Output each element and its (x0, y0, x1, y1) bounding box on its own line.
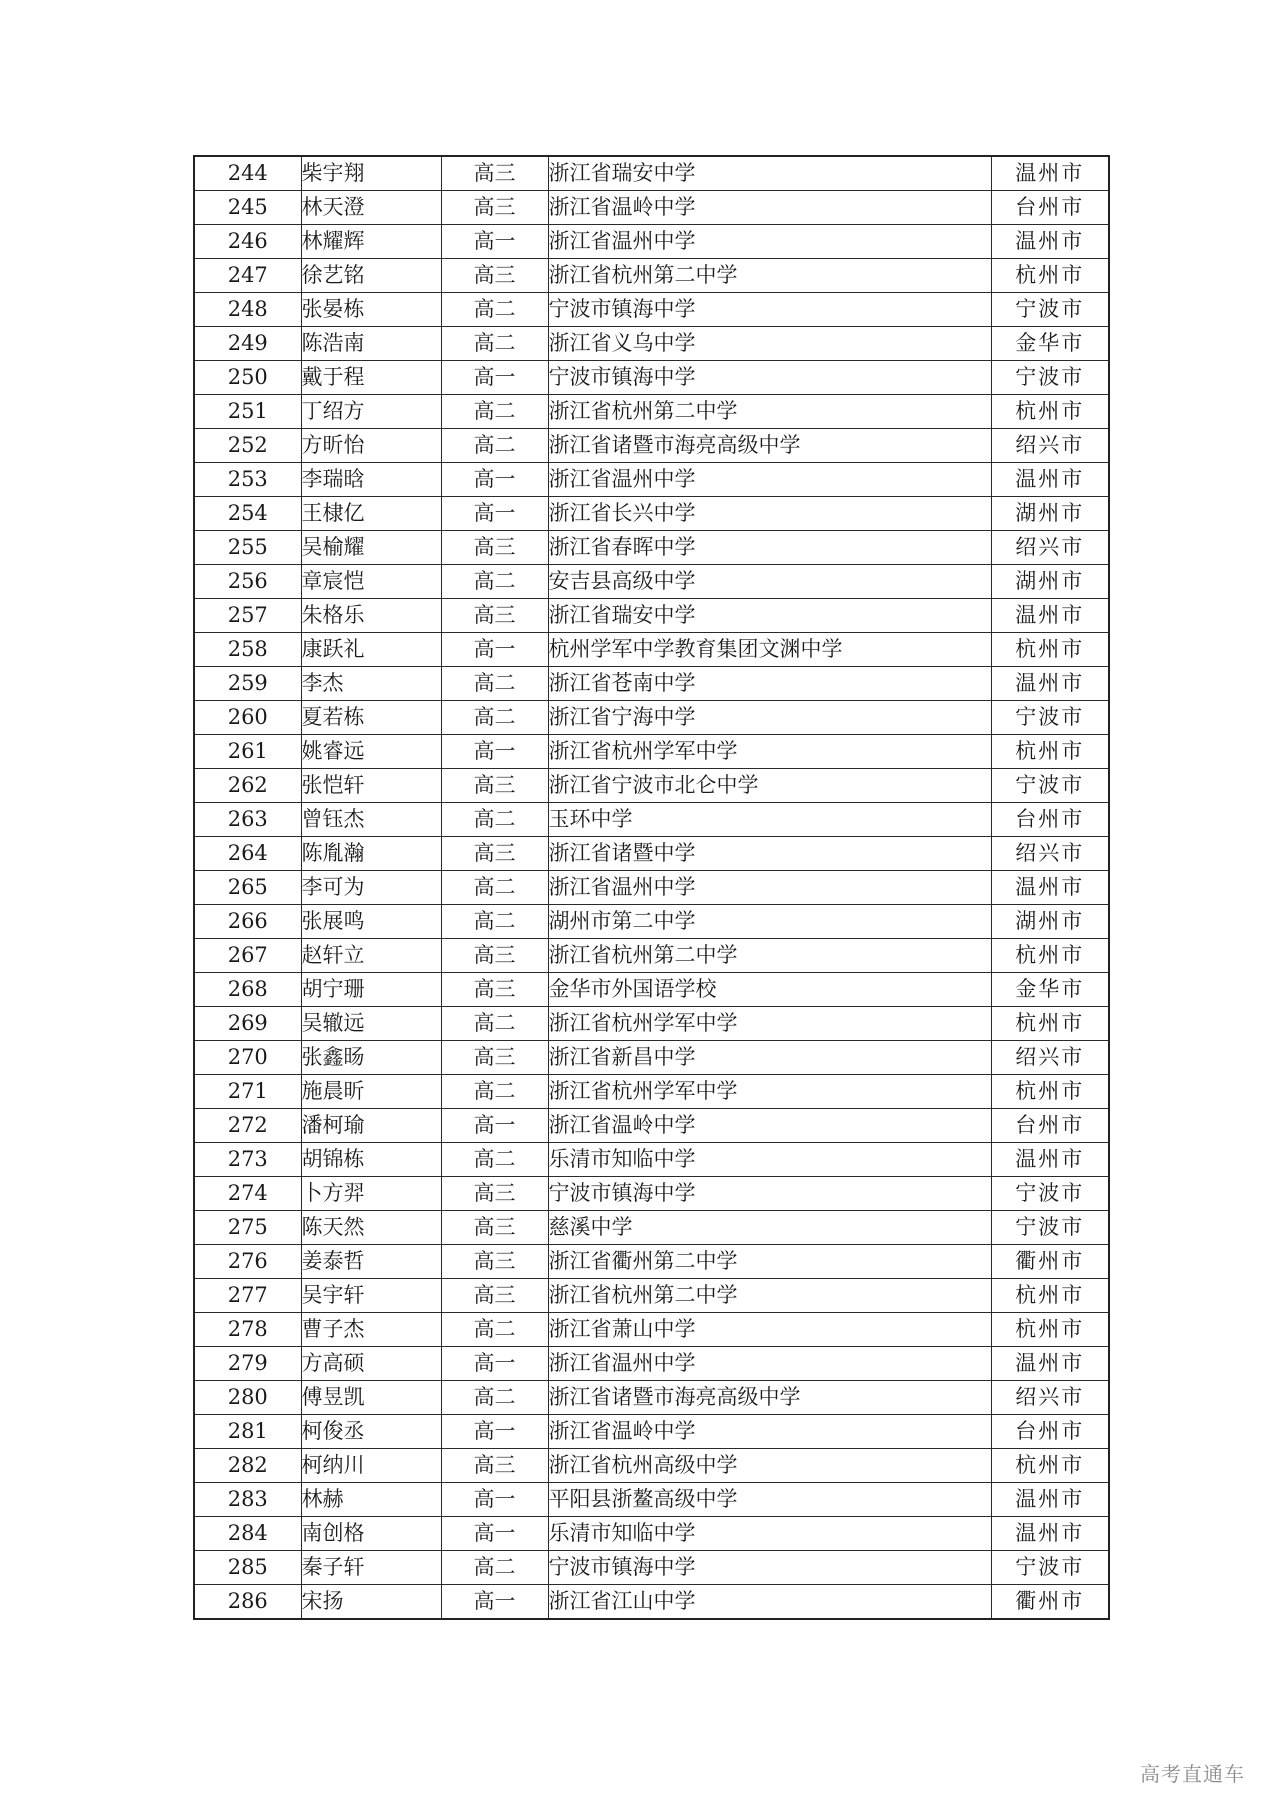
city-name: 杭州市 (991, 259, 1109, 293)
student-roster-table (193, 155, 1110, 1620)
row-number: 268 (194, 973, 301, 1007)
student-name: 朱格乐 (301, 599, 441, 633)
school-name: 浙江省瑞安中学 (548, 156, 991, 191)
student-name: 柴宇翔 (301, 156, 441, 191)
table-row (194, 633, 1109, 667)
school-name: 宁波市镇海中学 (548, 1177, 991, 1211)
table-row (194, 497, 1109, 531)
row-number: 281 (194, 1415, 301, 1449)
city-name: 杭州市 (991, 1279, 1109, 1313)
school-name: 浙江省杭州学军中学 (548, 1075, 991, 1109)
grade-level: 高一 (441, 633, 548, 667)
student-name: 曹子杰 (301, 1313, 441, 1347)
student-name: 李瑞晗 (301, 463, 441, 497)
grade-level: 高一 (441, 1517, 548, 1551)
school-name: 浙江省温州中学 (548, 225, 991, 259)
roster-body (194, 156, 1109, 1619)
grade-level: 高二 (441, 701, 548, 735)
watermark-text: 高考直通车 (1140, 1762, 1245, 1786)
school-name: 金华市外国语学校 (548, 973, 991, 1007)
table-row (194, 939, 1109, 973)
table-row (194, 769, 1109, 803)
student-name: 柯俊丞 (301, 1415, 441, 1449)
grade-level: 高三 (441, 1449, 548, 1483)
school-name: 浙江省新昌中学 (548, 1041, 991, 1075)
row-number: 247 (194, 259, 301, 293)
student-name: 陈胤瀚 (301, 837, 441, 871)
school-name: 安吉县高级中学 (548, 565, 991, 599)
student-name: 吴宇轩 (301, 1279, 441, 1313)
student-name: 林耀辉 (301, 225, 441, 259)
row-number: 263 (194, 803, 301, 837)
school-name: 浙江省温州中学 (548, 463, 991, 497)
grade-level: 高一 (441, 1109, 548, 1143)
table-row (194, 225, 1109, 259)
row-number: 257 (194, 599, 301, 633)
city-name: 温州市 (991, 1517, 1109, 1551)
grade-level: 高三 (441, 939, 548, 973)
table-row (194, 565, 1109, 599)
row-number: 248 (194, 293, 301, 327)
student-name: 秦子轩 (301, 1551, 441, 1585)
student-name: 曾钰杰 (301, 803, 441, 837)
school-name: 浙江省温岭中学 (548, 1109, 991, 1143)
grade-level: 高一 (441, 735, 548, 769)
table-row (194, 1041, 1109, 1075)
table-row (194, 599, 1109, 633)
city-name: 温州市 (991, 599, 1109, 633)
row-number: 264 (194, 837, 301, 871)
school-name: 乐清市知临中学 (548, 1517, 991, 1551)
row-number: 245 (194, 191, 301, 225)
city-name: 杭州市 (991, 1313, 1109, 1347)
student-name: 宋扬 (301, 1585, 441, 1620)
school-name: 浙江省温州中学 (548, 871, 991, 905)
row-number: 249 (194, 327, 301, 361)
table-row (194, 1585, 1109, 1620)
grade-level: 高二 (441, 1381, 548, 1415)
city-name: 台州市 (991, 1109, 1109, 1143)
table-row (194, 1177, 1109, 1211)
city-name: 杭州市 (991, 1075, 1109, 1109)
table-row (194, 1143, 1109, 1177)
city-name: 温州市 (991, 1347, 1109, 1381)
city-name: 宁波市 (991, 1211, 1109, 1245)
table-row (194, 531, 1109, 565)
city-name: 杭州市 (991, 1449, 1109, 1483)
grade-level: 高一 (441, 225, 548, 259)
school-name: 浙江省宁波市北仑中学 (548, 769, 991, 803)
student-name: 戴于程 (301, 361, 441, 395)
student-name: 丁绍方 (301, 395, 441, 429)
row-number: 272 (194, 1109, 301, 1143)
student-name: 方高硕 (301, 1347, 441, 1381)
student-name: 胡锦栋 (301, 1143, 441, 1177)
row-number: 273 (194, 1143, 301, 1177)
grade-level: 高二 (441, 871, 548, 905)
city-name: 杭州市 (991, 395, 1109, 429)
student-name: 胡宁珊 (301, 973, 441, 1007)
school-name: 浙江省杭州学军中学 (548, 1007, 991, 1041)
grade-level: 高三 (441, 1041, 548, 1075)
school-name: 浙江省春晖中学 (548, 531, 991, 565)
student-name: 王棣亿 (301, 497, 441, 531)
school-name: 杭州学军中学教育集团文渊中学 (548, 633, 991, 667)
table-row (194, 1075, 1109, 1109)
table-row (194, 1415, 1109, 1449)
row-number: 282 (194, 1449, 301, 1483)
grade-level: 高二 (441, 667, 548, 701)
row-number: 274 (194, 1177, 301, 1211)
table-row (194, 1211, 1109, 1245)
city-name: 湖州市 (991, 905, 1109, 939)
grade-level: 高二 (441, 1551, 548, 1585)
city-name: 衢州市 (991, 1585, 1109, 1620)
student-name: 张晏栋 (301, 293, 441, 327)
table-row (194, 429, 1109, 463)
school-name: 浙江省诸暨市海亮高级中学 (548, 429, 991, 463)
school-name: 浙江省诸暨中学 (548, 837, 991, 871)
row-number: 267 (194, 939, 301, 973)
school-name: 浙江省杭州第二中学 (548, 939, 991, 973)
row-number: 279 (194, 1347, 301, 1381)
school-name: 宁波市镇海中学 (548, 361, 991, 395)
grade-level: 高二 (441, 327, 548, 361)
school-name: 浙江省江山中学 (548, 1585, 991, 1620)
city-name: 宁波市 (991, 769, 1109, 803)
city-name: 绍兴市 (991, 531, 1109, 565)
row-number: 266 (194, 905, 301, 939)
school-name: 浙江省杭州第二中学 (548, 259, 991, 293)
student-name: 吴榆耀 (301, 531, 441, 565)
table-row (194, 1313, 1109, 1347)
student-name: 傅昱凯 (301, 1381, 441, 1415)
row-number: 244 (194, 156, 301, 191)
city-name: 杭州市 (991, 939, 1109, 973)
school-name: 玉环中学 (548, 803, 991, 837)
student-name: 林天澄 (301, 191, 441, 225)
student-name: 张鑫旸 (301, 1041, 441, 1075)
school-name: 浙江省杭州学军中学 (548, 735, 991, 769)
city-name: 金华市 (991, 327, 1109, 361)
grade-level: 高三 (441, 531, 548, 565)
school-name: 浙江省义乌中学 (548, 327, 991, 361)
table-row (194, 667, 1109, 701)
grade-level: 高三 (441, 156, 548, 191)
grade-level: 高三 (441, 769, 548, 803)
table-row (194, 905, 1109, 939)
grade-level: 高三 (441, 1245, 548, 1279)
city-name: 温州市 (991, 871, 1109, 905)
row-number: 286 (194, 1585, 301, 1620)
row-number: 255 (194, 531, 301, 565)
city-name: 衢州市 (991, 1245, 1109, 1279)
row-number: 250 (194, 361, 301, 395)
city-name: 宁波市 (991, 361, 1109, 395)
grade-level: 高一 (441, 497, 548, 531)
row-number: 283 (194, 1483, 301, 1517)
student-name: 吴辙远 (301, 1007, 441, 1041)
city-name: 杭州市 (991, 633, 1109, 667)
row-number: 269 (194, 1007, 301, 1041)
table-row (194, 1449, 1109, 1483)
table-row (194, 1381, 1109, 1415)
city-name: 绍兴市 (991, 837, 1109, 871)
city-name: 绍兴市 (991, 1381, 1109, 1415)
grade-level: 高一 (441, 1585, 548, 1620)
student-name: 张展鸣 (301, 905, 441, 939)
city-name: 温州市 (991, 667, 1109, 701)
student-name: 卜方羿 (301, 1177, 441, 1211)
student-name: 潘柯瑜 (301, 1109, 441, 1143)
student-name: 赵轩立 (301, 939, 441, 973)
school-name: 浙江省萧山中学 (548, 1313, 991, 1347)
table-row (194, 1483, 1109, 1517)
grade-level: 高二 (441, 395, 548, 429)
row-number: 246 (194, 225, 301, 259)
city-name: 台州市 (991, 1415, 1109, 1449)
school-name: 平阳县浙鳌高级中学 (548, 1483, 991, 1517)
grade-level: 高三 (441, 259, 548, 293)
row-number: 265 (194, 871, 301, 905)
student-name: 陈天然 (301, 1211, 441, 1245)
grade-level: 高一 (441, 1415, 548, 1449)
table-row (194, 871, 1109, 905)
school-name: 乐清市知临中学 (548, 1143, 991, 1177)
school-name: 浙江省杭州第二中学 (548, 395, 991, 429)
row-number: 275 (194, 1211, 301, 1245)
student-name: 张恺轩 (301, 769, 441, 803)
student-name: 陈浩南 (301, 327, 441, 361)
row-number: 262 (194, 769, 301, 803)
city-name: 宁波市 (991, 701, 1109, 735)
table-row (194, 1007, 1109, 1041)
student-name: 夏若栋 (301, 701, 441, 735)
city-name: 杭州市 (991, 735, 1109, 769)
table-row (194, 1347, 1109, 1381)
row-number: 261 (194, 735, 301, 769)
grade-level: 高二 (441, 1007, 548, 1041)
student-name: 康跃礼 (301, 633, 441, 667)
table-row (194, 361, 1109, 395)
city-name: 台州市 (991, 191, 1109, 225)
row-number: 280 (194, 1381, 301, 1415)
grade-level: 高二 (441, 429, 548, 463)
row-number: 254 (194, 497, 301, 531)
table-row (194, 735, 1109, 769)
grade-level: 高三 (441, 973, 548, 1007)
city-name: 台州市 (991, 803, 1109, 837)
row-number: 271 (194, 1075, 301, 1109)
grade-level: 高一 (441, 463, 548, 497)
grade-level: 高二 (441, 1143, 548, 1177)
table-row (194, 293, 1109, 327)
row-number: 256 (194, 565, 301, 599)
row-number: 259 (194, 667, 301, 701)
row-number: 252 (194, 429, 301, 463)
table-row (194, 156, 1109, 191)
city-name: 温州市 (991, 225, 1109, 259)
student-name: 柯纳川 (301, 1449, 441, 1483)
row-number: 251 (194, 395, 301, 429)
city-name: 绍兴市 (991, 429, 1109, 463)
school-name: 浙江省杭州第二中学 (548, 1279, 991, 1313)
table-row (194, 191, 1109, 225)
grade-level: 高二 (441, 1313, 548, 1347)
city-name: 温州市 (991, 1143, 1109, 1177)
table-row (194, 837, 1109, 871)
table-row (194, 395, 1109, 429)
school-name: 宁波市镇海中学 (548, 1551, 991, 1585)
city-name: 金华市 (991, 973, 1109, 1007)
table-row (194, 1109, 1109, 1143)
row-number: 258 (194, 633, 301, 667)
student-name: 方昕怡 (301, 429, 441, 463)
grade-level: 高三 (441, 191, 548, 225)
row-number: 260 (194, 701, 301, 735)
row-number: 270 (194, 1041, 301, 1075)
grade-level: 高一 (441, 1347, 548, 1381)
student-name: 姜泰哲 (301, 1245, 441, 1279)
grade-level: 高一 (441, 361, 548, 395)
row-number: 284 (194, 1517, 301, 1551)
city-name: 温州市 (991, 463, 1109, 497)
city-name: 温州市 (991, 156, 1109, 191)
school-name: 浙江省宁海中学 (548, 701, 991, 735)
grade-level: 高三 (441, 1211, 548, 1245)
grade-level: 高三 (441, 1279, 548, 1313)
city-name: 湖州市 (991, 565, 1109, 599)
grade-level: 高三 (441, 1177, 548, 1211)
grade-level: 高三 (441, 599, 548, 633)
table-row (194, 327, 1109, 361)
school-name: 湖州市第二中学 (548, 905, 991, 939)
row-number: 285 (194, 1551, 301, 1585)
student-name: 章宸恺 (301, 565, 441, 599)
student-name: 施晨昕 (301, 1075, 441, 1109)
student-name: 南创格 (301, 1517, 441, 1551)
table-row (194, 1551, 1109, 1585)
city-name: 宁波市 (991, 1177, 1109, 1211)
city-name: 宁波市 (991, 1551, 1109, 1585)
grade-level: 高二 (441, 1075, 548, 1109)
table-row (194, 259, 1109, 293)
grade-level: 高二 (441, 293, 548, 327)
grade-level: 高一 (441, 1483, 548, 1517)
city-name: 绍兴市 (991, 1041, 1109, 1075)
row-number: 276 (194, 1245, 301, 1279)
city-name: 湖州市 (991, 497, 1109, 531)
student-name: 徐艺铭 (301, 259, 441, 293)
school-name: 浙江省长兴中学 (548, 497, 991, 531)
row-number: 253 (194, 463, 301, 497)
school-name: 浙江省温岭中学 (548, 191, 991, 225)
table-row (194, 463, 1109, 497)
student-name: 姚睿远 (301, 735, 441, 769)
school-name: 慈溪中学 (548, 1211, 991, 1245)
table-row (194, 803, 1109, 837)
row-number: 278 (194, 1313, 301, 1347)
grade-level: 高二 (441, 905, 548, 939)
table-row (194, 1517, 1109, 1551)
table-row (194, 1245, 1109, 1279)
student-name: 李杰 (301, 667, 441, 701)
school-name: 浙江省苍南中学 (548, 667, 991, 701)
school-name: 宁波市镇海中学 (548, 293, 991, 327)
school-name: 浙江省温州中学 (548, 1347, 991, 1381)
table-row (194, 973, 1109, 1007)
grade-level: 高二 (441, 803, 548, 837)
table-row (194, 701, 1109, 735)
school-name: 浙江省杭州高级中学 (548, 1449, 991, 1483)
school-name: 浙江省温岭中学 (548, 1415, 991, 1449)
grade-level: 高二 (441, 565, 548, 599)
school-name: 浙江省瑞安中学 (548, 599, 991, 633)
city-name: 杭州市 (991, 1007, 1109, 1041)
city-name: 温州市 (991, 1483, 1109, 1517)
student-name: 林赫 (301, 1483, 441, 1517)
school-name: 浙江省衢州第二中学 (548, 1245, 991, 1279)
school-name: 浙江省诸暨市海亮高级中学 (548, 1381, 991, 1415)
table-row (194, 1279, 1109, 1313)
grade-level: 高三 (441, 837, 548, 871)
student-name: 李可为 (301, 871, 441, 905)
city-name: 宁波市 (991, 293, 1109, 327)
row-number: 277 (194, 1279, 301, 1313)
